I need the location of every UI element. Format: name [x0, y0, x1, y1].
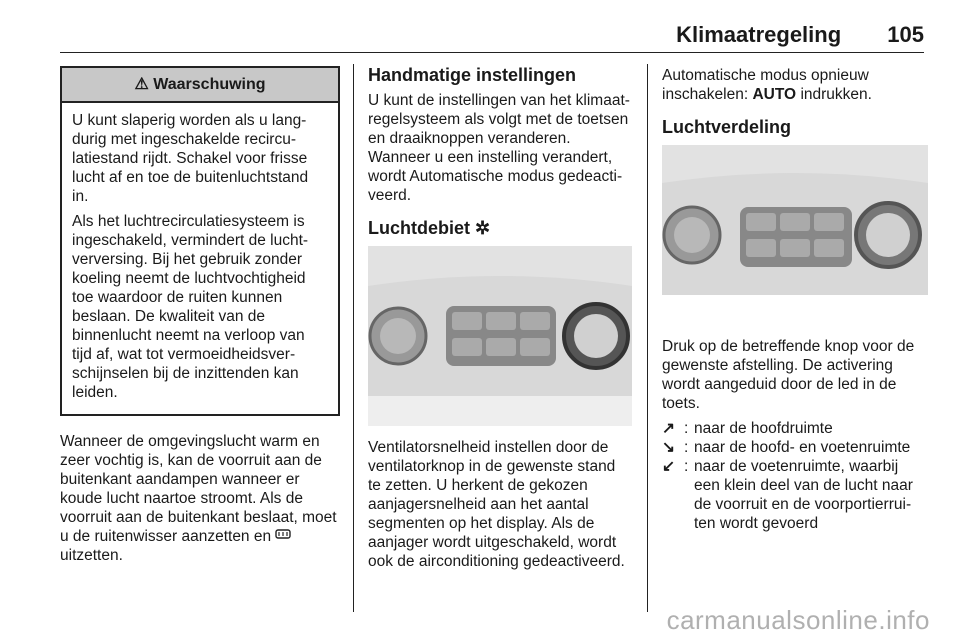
section-heading-distribution: Luchtverdeling: [662, 117, 792, 137]
warning-body: [62, 103, 338, 414]
airflow-head-feet-icon: ↘: [662, 439, 675, 456]
body-end: uitzetten.: [60, 547, 123, 564]
manual-intro: U kunt de instellingen van het klimaat-regelsysteem als volgt met de toetsen en draaiknoppen veranderen. Wanneer u een instelling verandert, wordt Automatische modus gedeacti-veerd.: [368, 92, 630, 204]
list-item: naar de voetenruimte, waarbij een klein deel van de lucht naar de voorruit en de voorportierrui-ten wordt gevoerd: [694, 458, 913, 532]
list-item: naar de hoofd- en voetenruimte: [694, 439, 911, 456]
subheading-airflow: [368, 219, 632, 238]
distribution-caption: Druk op de betreffende knop voor de gewenste afstelling. De activering wordt aangeduid door de led in de toets.: [662, 338, 915, 412]
warning-title: Waarschuwing: [153, 76, 266, 93]
header-rule: [60, 52, 924, 53]
list-sep: :: [684, 420, 689, 437]
auto-prefix: Automatische modus opnieuw inschakelen:: [662, 67, 869, 103]
warning-paragraph-2: Als het luchtrecirculatiesysteem is ingeschakeld, vermindert de lucht-verversing. Bij het gebruik zonder koeling neemt de luchtvochtigheid toe waardoor de ruiten kunnen beslaan. De kwaliteit van de binnenlucht neemt na verloop van tijd af, wat tot vermoeidheidsver-schijnselen bij de inzittenden kan leiden.: [72, 213, 309, 401]
list-sep: :: [684, 458, 689, 475]
body-paragraph: [60, 432, 340, 565]
airflow-feet-icon: ↙: [662, 458, 675, 475]
list-sep: :: [684, 439, 689, 456]
middle-column: [368, 66, 632, 577]
auto-key: AUTO: [752, 86, 797, 103]
section-heading-manual: Handmatige instellingen: [368, 65, 577, 85]
right-column: [662, 66, 928, 533]
warning-header: [62, 68, 338, 103]
page-title: Klimaatregeling: [676, 22, 842, 47]
column-divider-1: [353, 64, 354, 612]
climate-panel-photo-distribution: [662, 145, 928, 325]
body-text: Wanneer de omgevingslucht warm en zeer vochtig is, kan de voorruit aan de buitenkant aandampen wanneer er koude lucht naartoe stroomt. Als de voorruit aan de buitenkant beslaat, moet u de ruitenwisser aanzetten en: [60, 433, 337, 545]
warning-icon: ⚠: [134, 76, 149, 93]
warning-box: [60, 66, 340, 416]
rear-defrost-icon: [275, 528, 291, 545]
fan-icon: ✲: [475, 218, 491, 238]
page-number: 105: [887, 22, 924, 47]
subheading-airflow-text: Luchtdebiet: [368, 218, 470, 238]
airflow-head-icon: ↗: [662, 420, 675, 437]
distribution-list: [662, 419, 928, 533]
auto-instruction: [662, 66, 928, 104]
column-divider-2: [647, 64, 648, 612]
warning-paragraph-1: U kunt slaperig worden als u lang-durig met ingeschakelde recircu-latiestand rijdt. Schakel voor frisse lucht af en toe de buitenluchtstand in.: [72, 112, 309, 205]
climate-panel-photo-fan: [368, 246, 632, 426]
auto-suffix: indrukken.: [800, 86, 872, 103]
watermark: carmanualsonline.info: [666, 605, 930, 635]
left-column: [60, 66, 340, 571]
list-item: naar de hoofdruimte: [694, 420, 833, 437]
page-header: [676, 22, 924, 48]
airflow-caption: Ventilatorsnelheid instellen door de ventilatorknop in de gewenste stand te zetten. U herkent de gekozen aanjagersnelheid aan het aantal segmenten op het display. Als de aanjager wordt uitgeschakeld, wordt ook de airconditioning gedeactiveerd.: [368, 439, 625, 570]
